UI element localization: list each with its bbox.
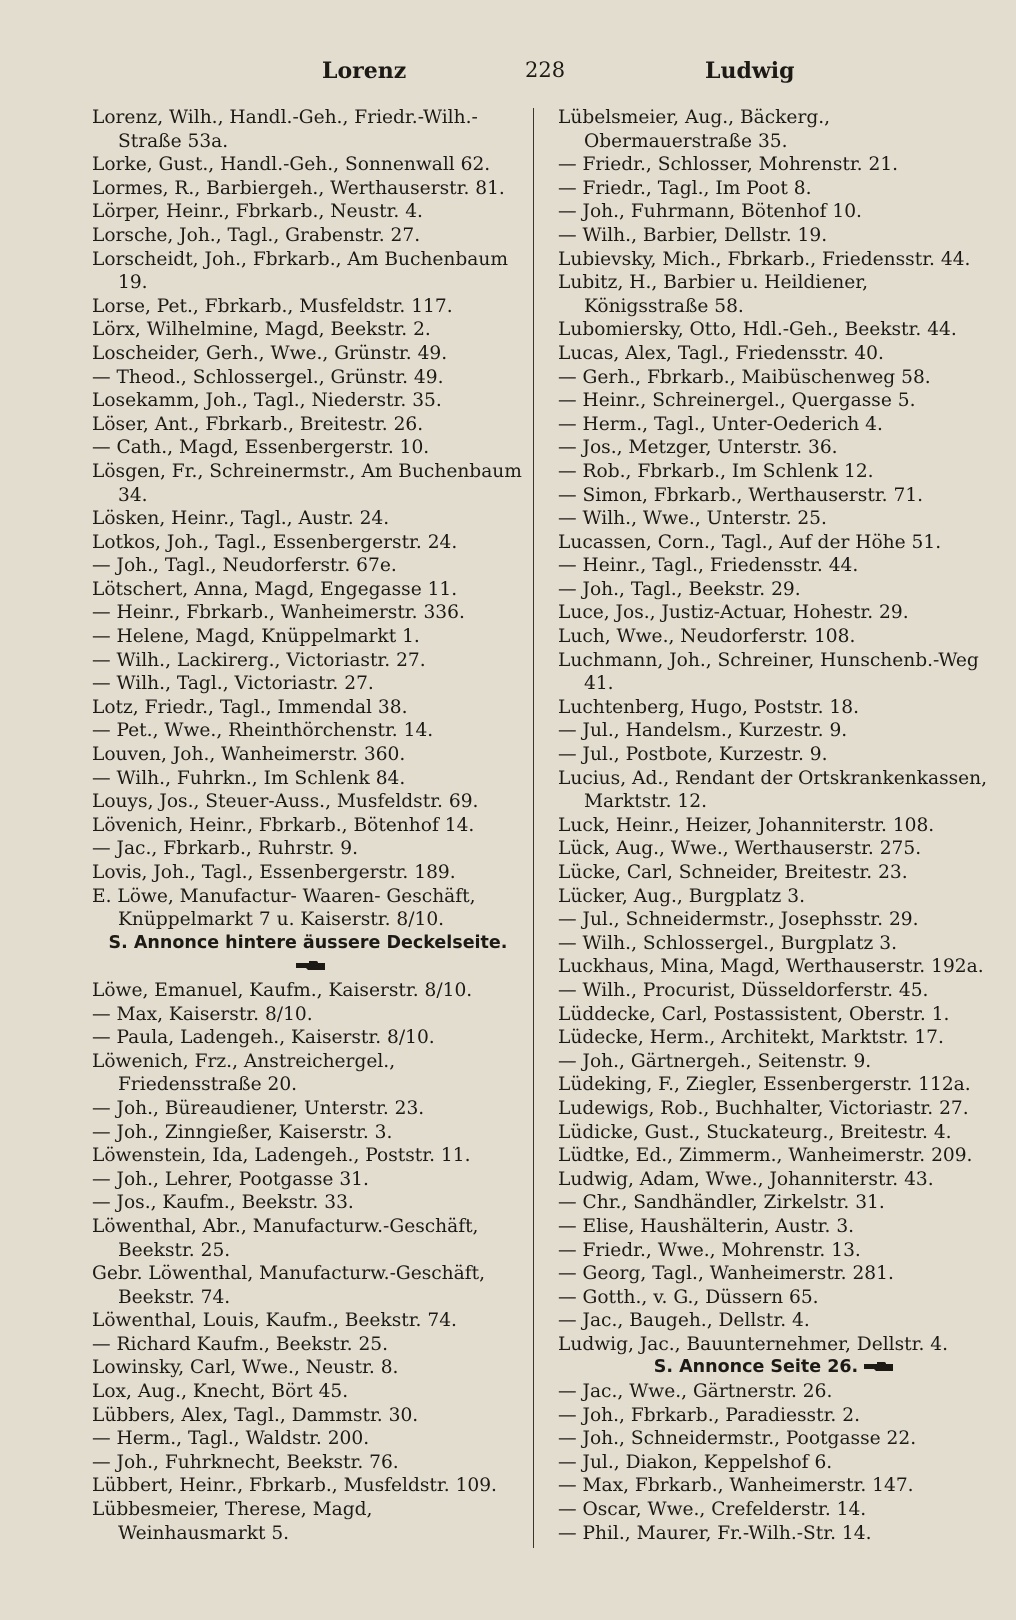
directory-entry (92, 1451, 524, 1475)
entry-text: Lorse, Pet., Fbrkarb., Musfeldstr. 117. (92, 295, 453, 317)
directory-entry (92, 436, 524, 460)
directory-entry (558, 153, 990, 177)
directory-entry (558, 318, 990, 342)
entry-text: Lucius, Ad., Rendant der Ortskrankenkassen, Marktstr. 12. (558, 767, 988, 813)
directory-entry (558, 1050, 990, 1074)
entry-text: Lorke, Gust., Handl.-Geh., Sonnenwall 62. (92, 154, 491, 176)
directory-entry (92, 1498, 524, 1545)
directory-entry (558, 861, 990, 885)
directory-entry (92, 743, 524, 767)
directory-entry (558, 979, 990, 1003)
entry-text: Losekamm, Joh., Tagl., Niederstr. 35. (92, 390, 442, 412)
entry-text: Luchtenberg, Hugo, Poststr. 18. (558, 696, 860, 718)
directory-entry (558, 1026, 990, 1050)
annonce-text: S. Annonce hintere äussere Deckelseite. (108, 932, 508, 953)
directory-entry (558, 696, 990, 720)
entry-text: — Heinr., Schreinergel., Quergasse 5. (558, 390, 916, 412)
directory-entry (92, 1474, 524, 1498)
entry-text: — Rob., Fbrkarb., Im Schlenk 12. (558, 460, 874, 482)
entry-text: Lüdtke, Ed., Zimmerm., Wanheimerstr. 209. (558, 1145, 973, 1167)
directory-entry (558, 1309, 990, 1333)
directory-entry (92, 837, 524, 861)
entry-text: Lücker, Aug., Burgplatz 3. (558, 885, 805, 907)
pointing-hand-icon (296, 960, 326, 972)
directory-entry (558, 1427, 990, 1451)
entry-text: Löser, Ant., Fbrkarb., Breitestr. 26. (92, 413, 424, 435)
entry-text: Ludewigs, Rob., Buchhalter, Victoriastr. 27. (558, 1097, 969, 1119)
entry-text: Lotkos, Joh., Tagl., Essenbergerstr. 24. (92, 531, 458, 553)
entry-text: Lormes, R., Barbiergeh., Werthauserstr. 81. (92, 177, 505, 199)
right-column (558, 106, 990, 1545)
directory-entry (558, 955, 990, 979)
directory-entry (92, 979, 524, 1003)
directory-entry (92, 1215, 524, 1262)
entry-text: Lucassen, Corn., Tagl., Auf der Höhe 51. (558, 531, 942, 553)
entry-text: — Gerh., Fbrkarb., Maibüschenweg 58. (558, 366, 931, 388)
directory-entry (558, 177, 990, 201)
directory-entry (92, 790, 524, 814)
directory-entry (558, 1474, 990, 1498)
directory-entry (92, 1144, 524, 1168)
entry-text: — Jul., Diakon, Keppelshof 6. (558, 1451, 833, 1473)
entry-text: Louven, Joh., Wanheimerstr. 360. (92, 744, 406, 766)
directory-entry (558, 1239, 990, 1263)
entry-text: — Jac., Baugeh., Dellstr. 4. (558, 1310, 810, 1332)
entry-text: Ludwig, Jac., Bauunternehmer, Dellstr. 4. (558, 1333, 949, 1355)
entry-text: Löwenthal, Abr., Manufacturw.-Geschäft, Beekstr. 25. (92, 1215, 479, 1261)
directory-entry (92, 672, 524, 696)
directory-entry (558, 1380, 990, 1404)
entry-text: Lötschert, Anna, Magd, Engegasse 11. (92, 578, 458, 600)
directory-entry (558, 248, 990, 272)
entry-text: Lowinsky, Carl, Wwe., Neustr. 8. (92, 1357, 399, 1379)
directory-entry (558, 1003, 990, 1027)
directory-entry (558, 1191, 990, 1215)
directory-entry (558, 649, 990, 696)
directory-entry (558, 837, 990, 861)
directory-entry (558, 1144, 990, 1168)
entry-text: Lübbesmeier, Therese, Magd, Weinhausmarkt 5. (92, 1499, 373, 1544)
entry-text: — Chr., Sandhändler, Zirkelstr. 31. (558, 1192, 885, 1214)
directory-entry (558, 601, 990, 625)
directory-entry (92, 248, 524, 295)
directory-entry (92, 1003, 524, 1027)
directory-entry (558, 1404, 990, 1428)
directory-entry (92, 295, 524, 319)
entry-text: Löwenthal, Louis, Kaufm., Beekstr. 74. (92, 1310, 457, 1332)
entry-text: Louys, Jos., Steuer-Auss., Musfeldstr. 69. (92, 791, 479, 813)
directory-entry (92, 814, 524, 838)
page-number: 228 (525, 58, 566, 82)
directory-entry (558, 932, 990, 956)
directory-entry (558, 507, 990, 531)
entry-text: — Joh., Fuhrmann, Bötenhof 10. (558, 201, 862, 223)
directory-entry (92, 342, 524, 366)
directory-entry (92, 1427, 524, 1451)
directory-entry (558, 224, 990, 248)
entry-text: — Simon, Fbrkarb., Werthauserstr. 71. (558, 484, 924, 506)
entry-text: — Joh., Fbrkarb., Paradiesstr. 2. (558, 1404, 860, 1426)
directory-entry (558, 908, 990, 932)
entry-text: Lubomiersky, Otto, Hdl.-Geh., Beekstr. 44. (558, 319, 957, 341)
annonce-text: S. Annonce Seite 26. (653, 1357, 859, 1378)
entry-text: — Joh., Tagl., Beekstr. 29. (558, 578, 801, 600)
entry-text: Lovis, Joh., Tagl., Essenbergerstr. 189. (92, 862, 456, 883)
left-column (92, 106, 524, 1545)
directory-entry (92, 649, 524, 673)
directory-entry (92, 106, 524, 153)
page-header (0, 58, 1016, 92)
entry-text: — Richard Kaufm., Beekstr. 25. (92, 1333, 389, 1355)
entry-text: — Helene, Magd, Knüppelmarkt 1. (92, 626, 420, 648)
entry-text: Lübbers, Alex, Tagl., Dammstr. 30. (92, 1404, 419, 1426)
entry-text: Luchmann, Joh., Schreiner, Hunschenb.-Weg 41. (558, 649, 979, 695)
directory-entry (558, 1451, 990, 1475)
entry-text: — Heinr., Fbrkarb., Wanheimerstr. 336. (92, 602, 465, 624)
entry-text: Lübelsmeier, Aug., Bäckerg., Obermauerstraße 35. (558, 107, 831, 152)
directory-entry (558, 554, 990, 578)
entry-text: Lucas, Alex, Tagl., Friedensstr. 40. (558, 342, 884, 364)
entry-text: Löwe, Emanuel, Kaufm., Kaiserstr. 8/10. (92, 979, 473, 1001)
entry-text: — Phil., Maurer, Fr.-Wilh.-Str. 14. (558, 1522, 872, 1544)
entry-text: Lorsche, Joh., Tagl., Grabenstr. 27. (92, 224, 421, 246)
directory-entry (558, 1168, 990, 1192)
directory-entry (558, 1097, 990, 1121)
entry-text: — Max, Fbrkarb., Wanheimerstr. 147. (558, 1475, 914, 1497)
entry-text: — Herm., Tagl., Unter-Oederich 4. (558, 413, 883, 435)
directory-entry (92, 601, 524, 625)
entry-text: — Jul., Schneidermstr., Josephsstr. 29. (558, 909, 919, 931)
header-right-keyword: Ludwig (705, 58, 795, 84)
entry-text: — Oscar, Wwe., Crefelderstr. 14. (558, 1499, 867, 1521)
directory-entry (92, 1309, 524, 1333)
entry-text: — Cath., Magd, Essenbergerstr. 10. (92, 437, 430, 459)
directory-entry (558, 1333, 990, 1357)
directory-entry (92, 200, 524, 224)
entry-text: — Wilh., Wwe., Unterstr. 25. (558, 508, 827, 530)
directory-entry (92, 1333, 524, 1357)
entry-text: — Jul., Postbote, Kurzestr. 9. (558, 744, 828, 766)
entry-text: Lörx, Wilhelmine, Magd, Beekstr. 2. (92, 319, 431, 341)
directory-entry (92, 1097, 524, 1121)
directory-entry (92, 1380, 524, 1404)
directory-entry (92, 578, 524, 602)
entry-text: Lörper, Heinr., Fbrkarb., Neustr. 4. (92, 201, 423, 223)
entry-text: Luch, Wwe., Neudorferstr. 108. (558, 626, 856, 648)
entry-text: Lorscheidt, Joh., Fbrkarb., Am Buchenbaum 19. (92, 248, 508, 294)
directory-entry (558, 1215, 990, 1239)
entry-text: Lotz, Friedr., Tagl., Immendal 38. (92, 696, 408, 718)
entry-text: — Joh., Büreaudiener, Unterstr. 23. (92, 1097, 425, 1119)
entry-text: Lüdecke, Herm., Architekt, Marktstr. 17. (558, 1027, 944, 1049)
entry-text: — Wilh., Schlossergel., Burgplatz 3. (558, 932, 897, 954)
directory-entry (558, 1262, 990, 1286)
entry-text: — Wilh., Procurist, Düsseldorferstr. 45. (558, 979, 929, 1001)
directory-entry (558, 271, 990, 318)
directory-entry (558, 389, 990, 413)
directory-entry (558, 767, 990, 814)
column-divider (533, 108, 534, 1548)
entry-text: Ludwig, Adam, Wwe., Johanniterstr. 43. (558, 1168, 934, 1190)
entry-text: — Friedr., Tagl., Im Poot 8. (558, 177, 812, 199)
directory-entry (92, 366, 524, 390)
directory-entry (92, 885, 524, 932)
annonce-reference (92, 932, 524, 979)
entry-text: — Joh., Lehrer, Pootgasse 31. (92, 1168, 369, 1190)
directory-entry (558, 814, 990, 838)
directory-entry (92, 625, 524, 649)
directory-entry (558, 200, 990, 224)
entry-text: — Jul., Handelsm., Kurzestr. 9. (558, 720, 848, 742)
directory-entry (92, 1262, 524, 1309)
entry-text: — Jos., Metzger, Unterstr. 36. (558, 437, 838, 459)
directory-entry (558, 1522, 990, 1546)
entry-text: Lösgen, Fr., Schreinermstr., Am Buchenbaum 34. (92, 460, 522, 506)
entry-text: — Friedr., Schlosser, Mohrenstr. 21. (558, 154, 899, 176)
entry-text: — Wilh., Tagl., Victoriastr. 27. (92, 673, 374, 695)
entry-text: — Georg, Tagl., Wanheimerstr. 281. (558, 1263, 894, 1285)
directory-entry (92, 224, 524, 248)
directory-entry (92, 413, 524, 437)
directory-entry (92, 1356, 524, 1380)
directory-entry (92, 696, 524, 720)
directory-entry (558, 460, 990, 484)
directory-entry (92, 861, 524, 885)
directory-entry (558, 1073, 990, 1097)
entry-text: — Theod., Schlossergel., Grünstr. 49. (92, 366, 444, 388)
directory-entry (92, 507, 524, 531)
directory-entry (558, 531, 990, 555)
directory-entry (92, 1121, 524, 1145)
entry-text: Lubievsky, Mich., Fbrkarb., Friedensstr. 44. (558, 248, 971, 270)
directory-entry (558, 366, 990, 390)
entry-text: Lüdicke, Gust., Stuckateurg., Breitestr. 4. (558, 1121, 952, 1143)
entry-text: Luce, Jos., Justiz-Actuar, Hohestr. 29. (558, 602, 909, 624)
directory-entry (92, 1026, 524, 1050)
entry-text: — Heinr., Tagl., Friedensstr. 44. (558, 555, 859, 577)
entry-text: Lorenz, Wilh., Handl.-Geh., Friedr.-Wilh.-Straße 53a. (92, 107, 478, 152)
entry-text: — Wilh., Lackirerg., Victoriastr. 27. (92, 649, 426, 671)
entry-text: — Friedr., Wwe., Mohrenstr. 13. (558, 1239, 861, 1261)
directory-entry (92, 318, 524, 342)
entry-text: Lüddecke, Carl, Postassistent, Oberstr. 1. (558, 1003, 950, 1025)
directory-entry (558, 578, 990, 602)
directory-entry (558, 719, 990, 743)
directory-entry (92, 554, 524, 578)
entry-text: — Max, Kaiserstr. 8/10. (92, 1003, 313, 1025)
entry-text: — Herm., Tagl., Waldstr. 200. (92, 1428, 370, 1450)
entry-text: Gebr. Löwenthal, Manufacturw.-Geschäft, Beekstr. 74. (92, 1263, 485, 1308)
header-left-keyword: Lorenz (322, 58, 407, 84)
entry-text: Löwenstein, Ida, Ladengeh., Poststr. 11. (92, 1145, 471, 1167)
entry-text: — Gotth., v. G., Düssern 65. (558, 1286, 819, 1308)
entry-text: Lubitz, H., Barbier u. Heildiener, Königsstraße 58. (558, 272, 868, 317)
directory-entry (558, 1121, 990, 1145)
entry-text: Lövenich, Heinr., Fbrkarb., Bötenhof 14. (92, 814, 475, 836)
entry-text: — Jac., Fbrkarb., Ruhrstr. 9. (92, 838, 359, 860)
annonce-reference (558, 1356, 990, 1380)
directory-entry (558, 743, 990, 767)
entry-text: Lübbert, Heinr., Fbrkarb., Musfeldstr. 109. (92, 1475, 497, 1497)
directory-entry (92, 1404, 524, 1428)
directory-entry (92, 460, 524, 507)
directory-entry (92, 1168, 524, 1192)
directory-entry (92, 177, 524, 201)
entry-text: Lox, Aug., Knecht, Bört 45. (92, 1381, 349, 1403)
entry-text: Lüdeking, F., Ziegler, Essenbergerstr. 112a. (558, 1074, 971, 1096)
directory-entry (92, 389, 524, 413)
directory-entry (92, 153, 524, 177)
directory-entry (558, 342, 990, 366)
entry-text: — Wilh., Fuhrkn., Im Schlenk 84. (92, 767, 406, 789)
entry-text: — Joh., Zinngießer, Kaiserstr. 3. (92, 1121, 393, 1143)
directory-entry (558, 484, 990, 508)
entry-text: — Paula, Ladengeh., Kaiserstr. 8/10. (92, 1027, 435, 1049)
directory-entry (558, 625, 990, 649)
directory-entry (558, 885, 990, 909)
pointing-hand-icon (864, 1361, 894, 1373)
entry-text: Loscheider, Gerh., Wwe., Grünstr. 49. (92, 342, 448, 364)
entry-text: Luck, Heinr., Heizer, Johanniterstr. 108. (558, 814, 935, 836)
entry-text: — Wilh., Barbier, Dellstr. 19. (558, 224, 828, 246)
directory-entry (558, 413, 990, 437)
entry-text: — Jac., Wwe., Gärtnerstr. 26. (558, 1381, 833, 1403)
directory-entry (92, 719, 524, 743)
entry-text: Luckhaus, Mina, Magd, Werthauserstr. 192a. (558, 956, 984, 978)
directory-entry (558, 106, 990, 153)
directory-entry (92, 531, 524, 555)
entry-text: E. Löwe, Manufactur- Waaren- Geschäft, Knüppelmarkt 7 u. Kaiserstr. 8/10. (92, 885, 476, 931)
directory-entry (558, 1286, 990, 1310)
entry-text: — Joh., Schneidermstr., Pootgasse 22. (558, 1428, 917, 1450)
entry-text: — Pet., Wwe., Rheinthörchenstr. 14. (92, 720, 434, 742)
directory-entry (92, 767, 524, 791)
directory-entry (558, 436, 990, 460)
directory-entry (558, 1498, 990, 1522)
directory-entry (92, 1191, 524, 1215)
entry-text: — Joh., Tagl., Neudorferstr. 67e. (92, 555, 397, 577)
entry-text: Lösken, Heinr., Tagl., Austr. 24. (92, 508, 390, 530)
entry-text: — Elise, Haushälterin, Austr. 3. (558, 1215, 855, 1237)
entry-text: Lück, Aug., Wwe., Werthauserstr. 275. (558, 838, 922, 860)
directory-entry (92, 1050, 524, 1097)
entry-text: Lücke, Carl, Schneider, Breitestr. 23. (558, 862, 908, 883)
entry-text: Löwenich, Frz., Anstreichergel., Friedensstraße 20. (92, 1050, 396, 1096)
entry-text: — Jos., Kaufm., Beekstr. 33. (92, 1192, 354, 1214)
entry-text: — Joh., Fuhrknecht, Beekstr. 76. (92, 1451, 399, 1473)
entry-text: — Joh., Gärtnergeh., Seitenstr. 9. (558, 1050, 872, 1072)
